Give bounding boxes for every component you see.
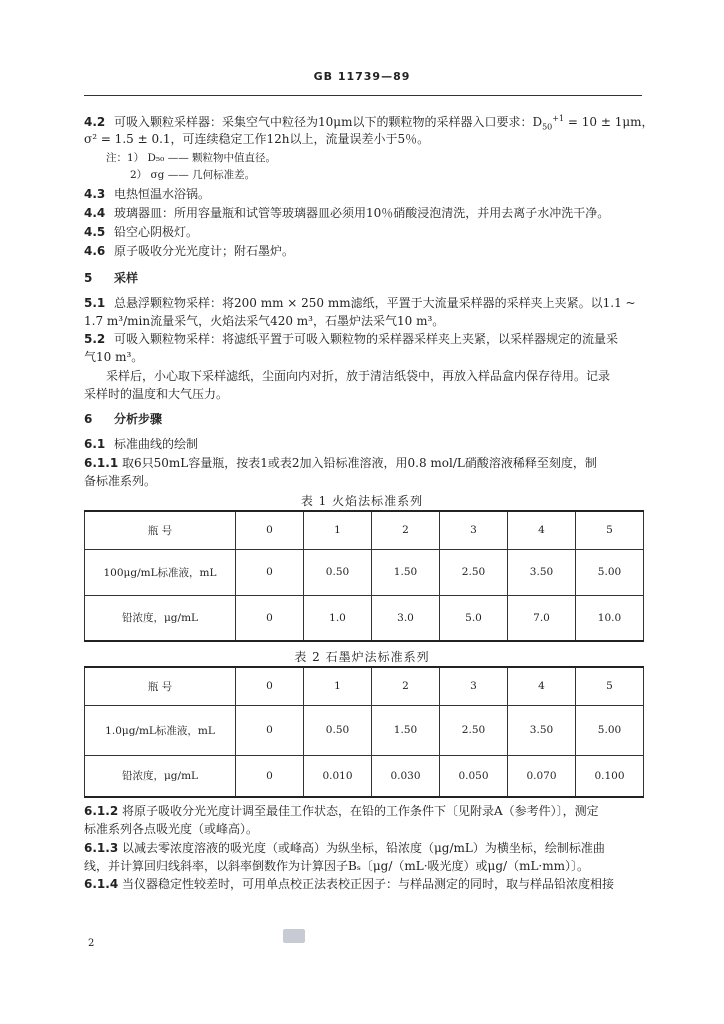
row-header: 瓶 号 xyxy=(85,667,236,705)
item-number: 4.2 xyxy=(84,115,106,129)
table-row xyxy=(85,755,644,797)
item-number: 6.1.3 xyxy=(84,841,119,855)
item-6-1-2-line2: 标准系列各点吸光度（或峰高）。 xyxy=(84,822,259,836)
table-cell: 0.50 xyxy=(304,549,372,595)
item-text: = 10 ± 1μm， xyxy=(564,115,654,129)
item-text: 可吸入颗粒物采样：将滤纸平置于可吸入颗粒物的采样器采样夹上夹紧，以采样器规定的流量采 xyxy=(114,332,619,346)
item-number: 5.1 xyxy=(84,296,106,310)
table-cell: 5.0 xyxy=(440,595,508,641)
item-text: 取6只50mL容量瓶，按表1或表2加入铅标准溶液，用0.8 mol/L硝酸溶液稀释至刻度，制 xyxy=(122,456,597,470)
table-cell: 0 xyxy=(236,705,304,755)
item-text: 将原子吸收分光光度计调至最佳工作状态，在铅的工作条件下〔见附录A（参考件）〕，测定 xyxy=(122,804,599,818)
section-number: 5 xyxy=(84,271,93,285)
table-cell: 1.50 xyxy=(372,549,440,595)
sampling-para-line2: 采样时的温度和大气压力。 xyxy=(84,387,229,401)
table-1-caption: 表 1 火焰法标准系列 xyxy=(300,494,424,508)
table-row xyxy=(85,595,644,641)
item-number: 4.6 xyxy=(84,244,106,258)
table-cell: 2.50 xyxy=(440,549,508,595)
item-number: 6.1 xyxy=(84,437,106,451)
table-cell: 2.50 xyxy=(440,705,508,755)
table-cell: 0.070 xyxy=(508,755,576,797)
item-text: 电热恒温水浴锅。 xyxy=(114,187,211,201)
superscript: +1 xyxy=(552,114,565,123)
row-header: 瓶 号 xyxy=(85,511,236,549)
item-6-1-3-line2: 线，并计算回归线斜率，以斜率倒数作为计算因子Bₛ〔μg/（mL·吸光度）或μg/（mL·mm）〕。 xyxy=(84,859,589,873)
row-header: 铅浓度，μg/mL xyxy=(85,595,236,641)
sampling-para-line1: 采样后，小心取下采样滤纸，尘面向内对折，放于清洁纸袋中，再放入样品盒内保存待用。记录 xyxy=(106,369,611,383)
item-text: 原子吸收分光光度计；附石墨炉。 xyxy=(114,244,295,258)
item-text: 总悬浮颗粒物采样：将200 mm × 250 mm滤纸，平置于大流量采样器的采样夹上夹紧。以1.1 ~ xyxy=(114,296,636,310)
table-cell: 7.0 xyxy=(508,595,576,641)
item-number: 6.1.2 xyxy=(84,804,119,818)
item-number: 5.2 xyxy=(84,332,106,346)
table-cell: 3.50 xyxy=(508,549,576,595)
table-cell: 0 xyxy=(236,667,304,705)
item-text: 可吸入颗粒采样器：采集空气中粒径为10μm以下的颗粒物的采样器入口要求：D xyxy=(114,115,543,129)
table-cell: 0 xyxy=(236,595,304,641)
item-number: 6.1.1 xyxy=(84,456,119,470)
standard-header: GB 11739—89 xyxy=(313,70,411,83)
table-cell: 5 xyxy=(576,511,644,549)
table-row xyxy=(85,549,644,595)
section-5-title xyxy=(84,270,644,286)
item-text: 玻璃器皿：所用容量瓶和试管等玻璃器皿必须用10％硝酸浸泡清洗，并用去离子水冲洗干净。 xyxy=(114,206,610,220)
item-6-1-3-line1 xyxy=(84,840,644,856)
item-6-1-1-line2: 备标准系列。 xyxy=(84,474,157,488)
item-number: 6.1.4 xyxy=(84,877,119,891)
table-cell: 2 xyxy=(372,511,440,549)
item-text: 当仪器稳定性较差时，可用单点校正法表校正因子：与样品测定的同时，取与样品铅浓度相接 xyxy=(122,877,615,891)
table-cell: 1 xyxy=(304,667,372,705)
table-row xyxy=(85,667,644,705)
item-6-1-2-line1 xyxy=(84,803,644,819)
table-cell: 5.00 xyxy=(576,705,644,755)
table-cell: 0 xyxy=(236,549,304,595)
item-5-1-line2: 1.7 m³/min流量采气，火焰法采气420 m³，石墨炉法采气10 m³。 xyxy=(84,314,445,328)
table-cell: 0.100 xyxy=(576,755,644,797)
table-cell: 3 xyxy=(440,667,508,705)
table-2 xyxy=(84,666,644,798)
table-cell: 2 xyxy=(372,667,440,705)
table-cell: 5.00 xyxy=(576,549,644,595)
item-text: 以减去零浓度溶液的吸光度（或峰高）为纵坐标，铅浓度（μg/mL）为横坐标，绘制标准曲 xyxy=(122,841,605,855)
table-2-caption: 表 2 石墨炉法标准系列 xyxy=(294,650,430,664)
item-4-6 xyxy=(84,243,644,259)
table-cell: 0.050 xyxy=(440,755,508,797)
section-title: 采样 xyxy=(114,271,139,285)
header-rule xyxy=(84,95,642,96)
row-header: 铅浓度，μg/mL xyxy=(85,755,236,797)
table-cell: 1.0 xyxy=(304,595,372,641)
table-cell: 1 xyxy=(304,511,372,549)
table-cell: 3 xyxy=(440,511,508,549)
item-number: 4.3 xyxy=(84,187,106,201)
table-cell: 0 xyxy=(236,755,304,797)
table-cell: 3.0 xyxy=(372,595,440,641)
row-header: 100μg/mL标准液，mL xyxy=(85,549,236,595)
watermark-logo-icon xyxy=(283,929,305,943)
table-1 xyxy=(84,510,644,642)
table-cell: 0.010 xyxy=(304,755,372,797)
section-number: 6 xyxy=(84,412,93,426)
section-6-title xyxy=(84,411,644,427)
item-6-1-1-line1 xyxy=(84,455,644,471)
note-1: 注：1） D₅₀ —— 颗粒物中值直径。 xyxy=(106,152,277,164)
item-5-2-line2: 气10 m³。 xyxy=(84,350,144,364)
table-row xyxy=(85,511,644,549)
item-number: 4.4 xyxy=(84,206,106,220)
item-4-4 xyxy=(84,205,644,221)
note-2: 2） σg —— 几何标准差。 xyxy=(130,169,256,181)
page-number: 2 xyxy=(88,938,95,949)
item-4-5 xyxy=(84,224,644,240)
item-6-1-4-line1 xyxy=(84,876,644,892)
table-cell: 0.030 xyxy=(372,755,440,797)
table-cell: 3.50 xyxy=(508,705,576,755)
item-text: 铅空心阴极灯。 xyxy=(114,225,199,239)
section-title: 分析步骤 xyxy=(114,412,163,426)
item-text: 标准曲线的绘制 xyxy=(114,437,199,451)
table-cell: 5 xyxy=(576,667,644,705)
table-cell: 4 xyxy=(508,667,576,705)
item-number: 4.5 xyxy=(84,225,106,239)
item-4-3 xyxy=(84,186,644,202)
item-5-1-line1 xyxy=(84,295,644,311)
table-row xyxy=(85,705,644,755)
subscript: 50 xyxy=(542,122,553,132)
table-cell: 0 xyxy=(236,511,304,549)
table-cell: 0.50 xyxy=(304,705,372,755)
item-4-2-line2: σ² = 1.5 ± 0.1，可连续稳定工作12h以上，流量误差小于5％。 xyxy=(84,132,430,146)
item-6-1 xyxy=(84,436,644,452)
table-cell: 4 xyxy=(508,511,576,549)
row-header: 1.0μg/mL标准液，mL xyxy=(85,705,236,755)
table-cell: 1.50 xyxy=(372,705,440,755)
table-cell: 10.0 xyxy=(576,595,644,641)
item-5-2-line1 xyxy=(84,331,644,347)
